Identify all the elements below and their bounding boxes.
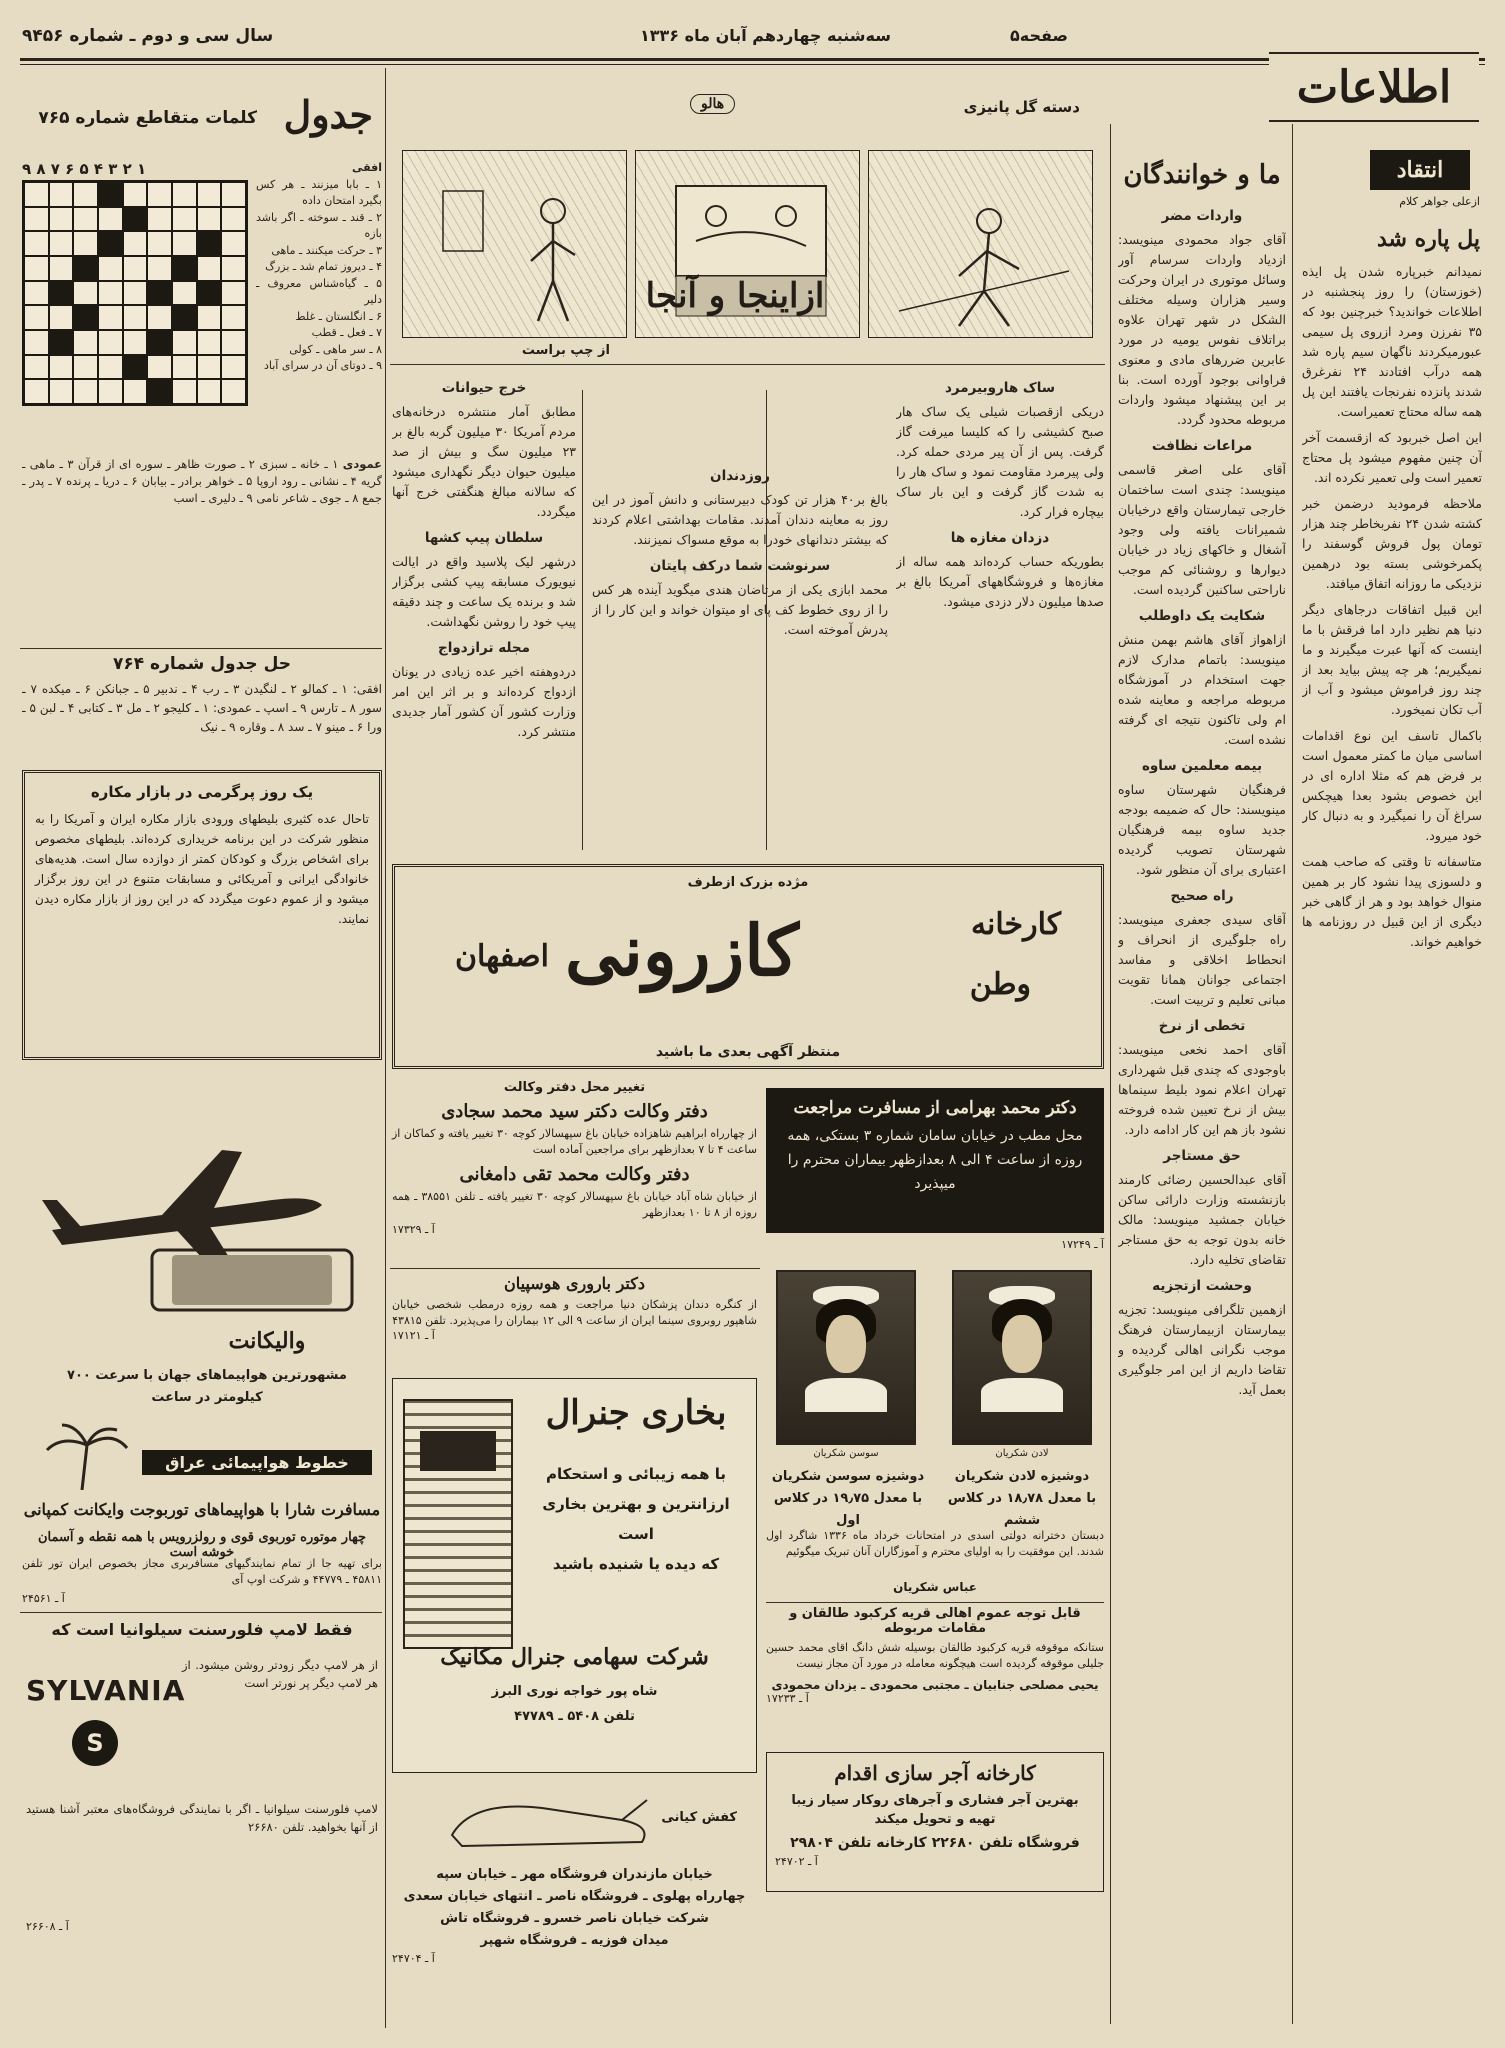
students-text: دبستان دخترانه دولتی اسدی در امتحانات خرداد ماه ۱۳۳۶ شاگرد اول شدند. این موفقیت را به اولیای محترم و آموزگاران آنان تبریک میگوئیم (766, 1529, 1104, 1558)
airways-slogan: مشهورترین هواپیماهای جهان با سرعت ۷۰۰ کیلومتر در ساعت (67, 1368, 347, 1405)
crossword-cell (147, 207, 172, 232)
heater-address: شاه پور خواجه نوری البرز (491, 1684, 658, 1699)
crossword-cell (98, 305, 123, 330)
crossword-cell (172, 182, 197, 207)
crossword-cell (49, 182, 74, 207)
crossword-cell (49, 305, 74, 330)
clue: ۳ ـ ماهی ـ گریه (22, 457, 382, 488)
heater-ad (392, 1378, 757, 1773)
crossword-cell (49, 330, 74, 355)
crossword-subtitle: کلمات متقاطع شماره ۷۶۵ (38, 108, 257, 128)
heater-illustration (403, 1399, 513, 1649)
crossword-cell (98, 182, 123, 207)
crossword-cell (73, 379, 98, 404)
solution-text: افقی: ۱ ـ کمالو ۲ ـ لنگیدن ۳ ـ رب ۴ ـ ندبیر ۵ ـ جبانکن ۶ ـ میکده ۷ ـ سور ۸ ـ تارس ۹ ـ اسپ ـ عمودی: ۱ ـ کلیجو ۲ ـ مل ۳ ـ کتابی ۴ ـ لبن ۵ ـ ورا ۶ ـ مینو ۷ ـ سد ۸ ـ وقاره ۹ ـ نیک (22, 682, 382, 734)
heater-title: بخاری جنرال (545, 1393, 727, 1433)
solution-title: حل جدول شماره ۷۶۴ (112, 654, 292, 674)
airways-code: آ ـ ۲۴۵۶۱ (22, 1592, 65, 1605)
crossword-cell (147, 355, 172, 380)
heater-line-3: که دیده یا شنیده باشید (552, 1555, 720, 1573)
crossword-cell (197, 256, 222, 281)
section-rule (20, 648, 382, 649)
sylvania-brand: SYLVANIA (26, 1674, 186, 1707)
student-caption-2: لادن شکریان (995, 1448, 1049, 1459)
shoes-line-4: میدان فوزیه ـ فروشگاه شهپر (480, 1933, 669, 1948)
section-rule (390, 1268, 760, 1269)
kazerouni-name: کازرونی (565, 909, 799, 992)
crossword-grid (22, 180, 248, 406)
crossword-column-numbers: ۹ ۸ ۷ ۶ ۵ ۴ ۳ ۲ ۱ (22, 160, 147, 178)
readers-section-text: آقای سیدی جعفری مینویسد: راه جلوگیری از انحراف و انحطاط اخلاقی و مفاسد اجتماعی جوانان همانا تقویت مبانی تعلیم و تربیت است. (1118, 912, 1286, 1007)
crossword-across-clues (256, 160, 382, 450)
column-rule (1292, 124, 1293, 2024)
brick-title: کارخانه آجر سازی اقدام (834, 1761, 1036, 1785)
clue: ۱ ـ بابا میزنند ـ هر کس بگیرد امتحان داده (256, 177, 382, 207)
comic-panel-3 (868, 150, 1093, 338)
crossword-cell (221, 281, 246, 306)
shoes-code: آ ـ ۲۴۷۰۴ (392, 1952, 435, 1965)
kazerouni-pre: مژده بزرک ازطرف (687, 875, 809, 890)
village-names: یحیی مصلحی جنابیان ـ مجتبی محمودی ـ یزدان محمودی (771, 1678, 1099, 1692)
student-2-name: دوشیزه لادن شکریان (954, 1469, 1090, 1484)
crossword-cell (221, 256, 246, 281)
clue: ۹ ـ دوتای آن در سرای آباد (263, 359, 382, 372)
column-rule (1110, 124, 1111, 2024)
crossword-cell (147, 281, 172, 306)
crossword-cell (197, 305, 222, 330)
crossword-cell (172, 379, 197, 404)
readers-section (1118, 606, 1286, 750)
student-1-name: دوشیزه سوسن شکریان (771, 1469, 925, 1484)
crossword-cell (49, 207, 74, 232)
crossword-cell (147, 231, 172, 256)
doctor-ad (392, 1274, 757, 1384)
readers-section-title: شکایت یک داوطلب (1138, 608, 1266, 624)
critique-logo: انتقاد (1370, 150, 1470, 190)
shoes-brand: کفش کیانی (661, 1810, 737, 1825)
crossword-cell (73, 355, 98, 380)
student-1-info (768, 1466, 928, 1532)
village-code: آ ـ ۱۷۲۳۳ (766, 1692, 809, 1705)
comic-badge: هالو (690, 94, 735, 114)
readers-section-text: آقای عبدالحسین رضائی کارمند بازنشسته وزارت دارائی ساکن خیابان جمشید مینویسد: مالک خانه بدون توجه به حق مستاجر تقاضای تخلیه دارد. (1118, 1172, 1286, 1267)
student-2-average: با معدل ۱۸٫۷۸ در کلاس ششم (947, 1491, 1097, 1528)
readers-section-title: حق مستاجر (1163, 1148, 1241, 1164)
here-there-col-right (896, 372, 1104, 842)
crossword-cell (123, 355, 148, 380)
collar-shape (805, 1378, 887, 1412)
face-shape (1002, 1315, 1043, 1373)
airways-brand: والیکانت (228, 1328, 306, 1354)
masthead-title: اطلاعات (1296, 61, 1452, 113)
lawyers-ad (392, 1080, 757, 1270)
crossword-cell (98, 207, 123, 232)
crossword-cell (24, 281, 49, 306)
heater-phone: تلفن ۵۴۰۸ ـ ۴۷۷۸۹ (514, 1709, 635, 1724)
crossword-cell (221, 379, 246, 404)
crossword-cell (24, 182, 49, 207)
lawyer-office-1: دفتر وکالت دکتر سید محمد سجادی (441, 1101, 708, 1122)
sylvania-ad (22, 1620, 382, 2020)
clue: ۲ ـ قند ـ سوخته ـ اگر باشد بازه (256, 210, 382, 240)
palm-icon (32, 1420, 142, 1490)
masthead-rule (20, 58, 1485, 61)
brick-phone: فروشگاه تلفن ۲۲۶۸۰ کارخانه تلفن ۲۹۸۰۴ (790, 1835, 1080, 1851)
across-label: افقی (351, 161, 382, 174)
section-rule (390, 364, 1105, 365)
crossword-down-clues (22, 456, 382, 646)
shoes-line-2: چهارراه پهلوی ـ فروشگاه ناصر ـ انتهای خیابان سعدی (403, 1889, 746, 1904)
student-1-average: با معدل ۱۹٫۷۵ در کلاس اول (773, 1491, 923, 1528)
shoes-ad (392, 1780, 757, 2020)
item-text: محمد ابازی یکی از مرتاضان هندی میگوید آینده هر کس را از روی خطوط کف پای او میتوان خواند و این کار را از پدرش آموخته است. (592, 582, 888, 637)
crossword-cell (123, 256, 148, 281)
clue: ۱ ـ خانه ـ سبزی (259, 457, 339, 471)
crossword-cell (49, 355, 74, 380)
heater-slogan (526, 1459, 746, 1579)
item-title: سرنوشت شما درکف پایتان (649, 558, 831, 574)
shoes-line-3: شرکت خیابان ناصر خسرو ـ فروشگاه تاش (440, 1911, 709, 1926)
crossword-cell (123, 182, 148, 207)
crossword-header (22, 92, 377, 148)
crossword-cell (49, 231, 74, 256)
item-text: دردوهفته اخیر عده زیادی در یونان ازدواج کرده‌اند و بر اثر این امر وزارت کشور آن کشور آمار جدیدی منتشر کرد. (392, 664, 576, 739)
crossword-cell (221, 231, 246, 256)
crossword-cell (98, 379, 123, 404)
crossword-cell (24, 256, 49, 281)
clue: ۸ ـ سر ماهی ـ کولی (289, 342, 382, 356)
crossword-cell (172, 330, 197, 355)
crossword-cell (197, 355, 222, 380)
readers-section-text: آقای جواد محمودی مینویسد: ازدیاد واردات سرسام آور وسائل موتوری در ایران وحرکت وسیر هزاران وسیله مختلف الشکل در شهر تهران علاوه براتلاف نفوس یومیه در مورد عابرین ضررهای مادی و معنوی فراوانی بوجود آورده است. بنا بر این پیشنهاد میشود واردات مربوطه محدود گردد. (1118, 232, 1286, 427)
heater-line-2: ارزانترین و بهترین بخاری است (542, 1495, 730, 1543)
bahrami-title: دکتر محمد بهرامی از مسافرت مراجعت (793, 1098, 1077, 1118)
shoes-addresses (392, 1864, 757, 1952)
item-title: روزدندان (710, 468, 770, 484)
airplane-illustration (22, 1080, 382, 1320)
sylvania-logo: S (72, 1720, 118, 1766)
clue: ۵ ـ گیاه‌شناس معروف ـ دلیر (256, 276, 382, 306)
item-title: دزدان مغازه ها (950, 530, 1050, 546)
crossword-cell (123, 207, 148, 232)
critique-paragraph: متاسفانه تا وقتی که صاحب همت و دلسوزی پیدا نشود کار بر همین منوال خواهد بود و هر از گاهی خبر دیگری از این قبیل در روزنامه ها خواهیم خواند. (1302, 854, 1482, 949)
kazerouni-vatan: وطن (969, 967, 1031, 1002)
crossword-cell (147, 379, 172, 404)
readers-headline: ما و خوانندگان (1123, 160, 1281, 190)
here-there-col-left (392, 372, 576, 842)
crossword-cell (172, 256, 197, 281)
item-text: درشهر لیک پلاسید واقع در ایالت نیویورک مسابقه پیپ کشی برگزار شد و برنده یک ساعت و چند دقیقه پیپ خود را روشن نگهداشت. (392, 554, 576, 629)
kazerouni-footer: منتظر آگهی بعدی ما باشید (655, 1044, 841, 1060)
crossword-cell (98, 281, 123, 306)
clue: ۸ ـ جوی ـ شاعر نامی (256, 491, 359, 505)
critique-paragraph: باکمال تاسف این نوع اقدامات اساسی میان ما کمتر معمول است بر فرض هم که مثلا اداره ای در این خصوص بشود بعدا هیچکس سراغ آن را نمیگیرد و به دنبال کار خود میرود. (1302, 728, 1482, 843)
airways-logo: خطوط هواپیمائی عراق (142, 1450, 372, 1475)
critique-paragraph: نمیدانم خبرپاره شدن پل ایذه (خوزستان) را روز پنجشنبه در اطلاعات خواندید؟ خبرچنین بود که ۳۵ نفرزن ومرد ازروی پل سیمی عبورمیکردند ناگهان سیم پاره شد همه درآب افتادند ۲۴ نفرغرق شدند پانزده نفرنجات یافتند این پل همه ساله محتاج تعمیراست. (1302, 264, 1482, 419)
brick-code: آ ـ ۲۴۷۰۲ (775, 1855, 818, 1868)
critique-paragraph: این اصل خبربود که ازقسمت آخر آن چنین مفهوم میشود پل محتاج تعمیر است ولی تعمیر نکرده اند. (1302, 430, 1482, 485)
doctor-code: آ ـ ۱۷۱۲۱ (392, 1329, 435, 1342)
readers-section-text: آقای علی اصغر قاسمی مینویسد: چندی است ساختمان خارجی تیمارستان واقع درخیابان شمیرانات یافته ولی وجود آشغال و خاکهای زیاد در خیابان دیوارها و روشنائی کم موجب ناراحتی ساکنین گردیده است. (1118, 462, 1286, 597)
village-text: ستانکه موقوفه قریه کرکبود طالقان بوسیله شش دانگ اقای محمد حسین جلیلی موقوفه گردیده است هیچگونه معامله در مورد آن مجاز نیست (766, 1641, 1104, 1670)
here-there-headline: ازاینجا و آنجا (645, 276, 825, 316)
item-title: مجله ترازدواج (437, 640, 531, 656)
sylvania-text-2: لامپ فلورسنت سیلوانیا ـ اگر با نمایندگی فروشگاه‌های معتبر آشنا هستید از آنها بخواهید. تلفن ۲۶۶۸۰ (26, 1802, 378, 1834)
kazerouni-ad (392, 864, 1104, 1069)
village-notice (766, 1606, 1104, 1726)
page-number: صفحه۵ (1010, 26, 1068, 45)
down-label: عمودی (342, 457, 382, 471)
readers-section-title: بیمه معلمین ساوه (1141, 758, 1263, 774)
crossword-cell (197, 330, 222, 355)
crossword-cell (98, 355, 123, 380)
readers-section (1118, 756, 1286, 880)
lawyers-header: تغییر محل دفتر وکالت (503, 1080, 646, 1095)
lawyer-office-2: دفتر وکالت محمد تقی دامغانی (459, 1164, 690, 1185)
crossword-cell (172, 207, 197, 232)
students-sign: عباس شکریان (893, 1580, 977, 1594)
crossword-cell (98, 330, 123, 355)
clue: ۵ ـ خواهر برادر ـ بیابان (141, 474, 253, 488)
item-title: ساک هاروبیرمرد (944, 380, 1056, 396)
readers-section (1118, 886, 1286, 1010)
crossword-cell (221, 355, 246, 380)
section-rule (766, 1602, 1104, 1603)
readers-section (1118, 1276, 1286, 1400)
bahrami-text: محل مطب در خیابان سامان شماره ۳ بستکی، همه روزه از ساعت ۴ الی ۸ بعدازظهر بیماران محترم را میپذیرد (787, 1128, 1083, 1192)
clue: ۲ ـ صورت ظاهر ـ سوره ای از قرآن (77, 457, 255, 471)
crossword-cell (98, 231, 123, 256)
clue: ۶ ـ انگلستان ـ غلط (295, 309, 382, 323)
clue: ۷ ـ فعل ـ قطب (311, 326, 382, 339)
crossword-cell (73, 305, 98, 330)
crossword-cell (24, 355, 49, 380)
doctor-text: از کنگره دندان پزشکان دنیا مراجعت و همه روزه درمطب شخصی خیابان شاهپور روبروی سینما ایران از ساعت ۹ الی ۱۲ بیماران را می‌پذیرد. تلفن ۴۳۸۱۵ (392, 1298, 757, 1327)
column-rule (385, 68, 386, 2028)
bazaar-text: تاحال عده کثیری بلیطهای ورودی بازار مکاره ایران و آمریکا را به منظور شرکت در این برنامه خریداری کرده‌اند. بلیطهای مخصوص برای اشخاص بزرگ و کودکان کمتر از دوازده سال است. هدیه‌های خانوادگی ایرانی و آمریکائی و مسابقات متنوع در این روز برگزار میشود و از عموم دعوت میگردد که در این روز از بازار مکاره دیدن نمایند. (35, 812, 369, 926)
critique-paragraph: ملاحظه فرمودید درضمن خبر کشته شدن ۲۴ نفربخاطر چند هزار تومان پول فروش گوسفند را پکمرخوشی بسته بود درهمین نزدیکی ما روزانه اتفاق میافتد. (1302, 496, 1482, 591)
heater-company: شرکت سهامی جنرال مکانیک (440, 1644, 709, 1670)
crossword-cell (24, 330, 49, 355)
readers-section-title: مراعات نظافت (1151, 438, 1253, 454)
student-photo-2 (952, 1270, 1092, 1445)
crossword-cell (172, 281, 197, 306)
sylvania-headline: فقط لامپ فلورسنت سیلوانیا است که (51, 1620, 353, 1639)
critique-headline: پل پاره شد (1376, 226, 1480, 252)
lawyer-office-1-text: از چهارراه ابراهیم شاهزاده خیابان باغ سپهسالار کوچه ۳۰ تغییر یافته و کماکان از ساعت ۴ تا ۷ بعدازظهر برای مراجعین آماده است (392, 1127, 757, 1156)
crossword-cell (24, 379, 49, 404)
crossword-cell (123, 305, 148, 330)
crossword-cell (221, 305, 246, 330)
clue: ۷ ـ پدر ـ جمع (22, 474, 382, 505)
crossword-cell (49, 379, 74, 404)
bahrami-code: آ ـ ۱۷۲۴۹ (1061, 1238, 1104, 1251)
readers-section-title: تخطی از نرخ (1158, 1018, 1246, 1034)
item-text: بالغ بر۴۰ هزار تن کودک دبیرستانی و دانش آموز در این روز به معاینه دندان آمدند. مقامات بهداشتی اعلام کردند که بیشتر دندانهای خودرا به موقع مسواک نمیزنند. (592, 492, 888, 547)
readers-section-text: آقای احمد نخعی مینویسد: باوجودی که چندی قبل شهرداری تهران اعلام نمود بلیط سینماها بیش از نرخ تعیین شده فروخته نشود باز هم این کار ادامه دارد. (1118, 1042, 1286, 1137)
critique-tagline: ازعلی جواهر کلام (1399, 195, 1480, 208)
crossword-cell (123, 379, 148, 404)
crossword-cell (221, 207, 246, 232)
crossword-cell (73, 231, 98, 256)
item-title: سلطان پیپ کشها (424, 530, 544, 546)
item-text: مطابق آمار منتشره درخانه‌های مردم آمریکا ۳۰ میلیون گربه بالغ بر ۲۳ میلیون سگ و بیش از صد میلیون حیوان دیگر نگهداری میشود که سالانه مبالغ هنگفتی خرج آنها میگردد. (392, 404, 576, 519)
issue-date: سه‌شنبه چهاردهم آبان ماه ۱۳۳۶ (640, 26, 891, 45)
crossword-cell (123, 330, 148, 355)
item-text: بطوریکه حساب کرده‌اند همه ساله از مغازه‌ها و فروشگاههای آمریکا بالغ بر صدها میلیون دلار دزدی میشود. (896, 554, 1104, 609)
item-title: خرج حیوانات (441, 380, 527, 396)
village-title: قابل توجه عموم اهالی قریه کرکبود طالقان و مقامات مربوطه (789, 1606, 1081, 1636)
crossword-cell (197, 182, 222, 207)
crossword-cell (98, 256, 123, 281)
readers-section-title: وحشت ازتجزیه (1152, 1278, 1252, 1294)
comic-figure (869, 151, 1094, 339)
student-caption-1: سوسن شکریان (813, 1448, 879, 1459)
sylvania-code: آ ـ ۲۶۶۰۸ (26, 1920, 69, 1933)
brick-line-2: تهیه و تحویل میکند (874, 1812, 996, 1827)
crossword-cell (73, 281, 98, 306)
bazaar-title: یک روز پرگرمی در بازار مکاره (90, 783, 314, 801)
crossword-cell (147, 182, 172, 207)
heater-window (420, 1431, 496, 1471)
airways-headline: مسافرت شارا با هواپیماهای توربوجت وایکانت کمپانی (23, 1500, 381, 1519)
crossword-cell (24, 207, 49, 232)
crossword-cell (147, 256, 172, 281)
crossword-cell (73, 182, 98, 207)
crossword-cell (24, 305, 49, 330)
comic-title: دسته گل پانیزی (963, 98, 1080, 116)
critique-paragraph: این قبیل اتفاقات درجاهای دیگر دنیا هم نظیر دارد اما فرقش با ما اینست که آنها عبرت میگیرند و ما نمیگیریم؛ هر چه پیش بیاید بعد از چند روز فراموش میشود و آب از آب تکان نمیخورد. (1302, 602, 1482, 717)
shoes-line-1: خیابان مازندران فروشگاه مهر ـ خیابان سپه (436, 1867, 713, 1882)
crossword-cell (221, 182, 246, 207)
crossword-cell (197, 281, 222, 306)
airways-sub: چهار موتوره توربوی قوی و رولزرویس با همه نقطه و آسمان خوشه است (37, 1530, 367, 1560)
student-2-info (942, 1466, 1102, 1532)
sylvania-text: از هر لامپ دیگر زودتر روشن میشود. از هر لامپ دیگر پر نورتر است (182, 1658, 378, 1690)
crossword-cell (221, 330, 246, 355)
crossword-cell (123, 281, 148, 306)
student-photo-1 (776, 1270, 916, 1445)
lawyer-office-2-text: از خیابان شاه آباد خیابان باغ سپهسالار کوچه ۳۰ تغییر یافته ـ تلفن ۳۸۵۵۱ ـ همه روزه از ۸ تا ۱۰ بعدازظهر (392, 1190, 757, 1219)
readers-section-text: ازهمین تلگرافی مینویسد: تجزیه بیمارستان ازبیمارستان فرهنگ موجب نگرانی اهالی گردیده و تقاضا داریم از این امر جلوگیری بعمل آید. (1118, 1302, 1286, 1397)
kazerouni-factory: کارخانه (970, 907, 1061, 942)
item-text: دریکی ازقصبات شیلی یک ساک هار صبح کشیشی را که کلیسا میرفت گاز گرفت. پس از آن پیر مردی حمله کرد. ولی پیرمرد مقاومت نمود و ساک هار را به شدت گاز گرفت و این بار ساک بیچاره فرار کرد. (896, 404, 1104, 519)
issue-number: سال سی و دوم ـ شماره ۹۴۵۶ (22, 26, 274, 46)
comic-caption: از چپ براست (521, 343, 610, 358)
readers-section-text: ازاهواز آقای هاشم بهمن منش مینویسد: باتمام مدارک لازم جهت استخدام در آموزشگاه مربوطه مراجعه و معاینه شده ام ولی تاکنون نتیجه ای گرفته نشده است. (1118, 632, 1286, 747)
crossword-cell (49, 256, 74, 281)
readers-section (1118, 1016, 1286, 1140)
crossword-cell (49, 281, 74, 306)
readers-section (1118, 436, 1286, 600)
readers-section-text: فرهنگیان شهرستان ساوه مینویسند: حال که ضمیمه بودجه جدید ساوه بیمه فرهنگیان شهرستان تصویب گردیده اعتباری برای آن منظور شود. (1118, 782, 1286, 877)
readers-section (1118, 206, 1286, 430)
section-rule (20, 1612, 382, 1613)
kazerouni-city: اصفهان (455, 939, 549, 974)
lawyers-code: آ ـ ۱۷۳۲۹ (392, 1223, 435, 1236)
readers-section-title: واردات مضر (1161, 208, 1243, 224)
bazaar-box (22, 770, 382, 1060)
collar-shape (981, 1378, 1063, 1412)
doctor-name: دکتر باروری هوسپیان (504, 1274, 645, 1293)
clue: ۶ ـ دریا ـ پرنده (66, 474, 138, 488)
crossword-cell (73, 207, 98, 232)
crossword-cell (24, 231, 49, 256)
clue: ۹ ـ دلیری ـ اسب (173, 491, 253, 505)
crossword-cell (73, 256, 98, 281)
crossword-cell (172, 231, 197, 256)
masthead-logo-box (1269, 52, 1479, 122)
readers-section (1118, 1146, 1286, 1270)
clue: ۴ ـ دیروز تمام شد ـ بزرگ (265, 260, 382, 273)
crossword-cell (73, 330, 98, 355)
crossword-cell (147, 305, 172, 330)
crossword-cell (147, 330, 172, 355)
crossword-title: جدول (283, 92, 373, 137)
readers-section-title: راه صحیح (1170, 888, 1234, 904)
bahrami-ad (766, 1088, 1104, 1233)
column-rule (582, 390, 583, 850)
critique-body (1302, 262, 1482, 2022)
crossword-cell (197, 231, 222, 256)
airways-text: برای تهیه جا از تمام نمایندگیهای مسافربری مجاز بخصوص ایران تور تلفن ۴۵۸۱۱ ـ ۴۴۷۷۹ و شرکت اوپ آی (22, 1557, 382, 1586)
face-shape (826, 1315, 867, 1373)
crossword-cell (197, 207, 222, 232)
masthead-rule-thin (20, 64, 1485, 65)
crossword-cell (123, 231, 148, 256)
crossword-cell (197, 379, 222, 404)
readers-body (1118, 200, 1286, 2020)
comic-header (400, 98, 1090, 118)
here-there-col-middle (592, 460, 888, 842)
heater-line-1: با همه زیبائی و استحکام (545, 1465, 727, 1483)
brick-line-1: بهترین آجر فشاری و آجرهای روکار سیار زیبا (791, 1793, 1079, 1808)
crossword-cell (172, 305, 197, 330)
clue: ۴ ـ نشانی ـ رود اروپا (256, 474, 357, 488)
clue: ۳ ـ حرکت میکنند ـ ماهی (271, 243, 382, 257)
brick-ad (766, 1752, 1104, 1892)
crossword-cell (172, 355, 197, 380)
